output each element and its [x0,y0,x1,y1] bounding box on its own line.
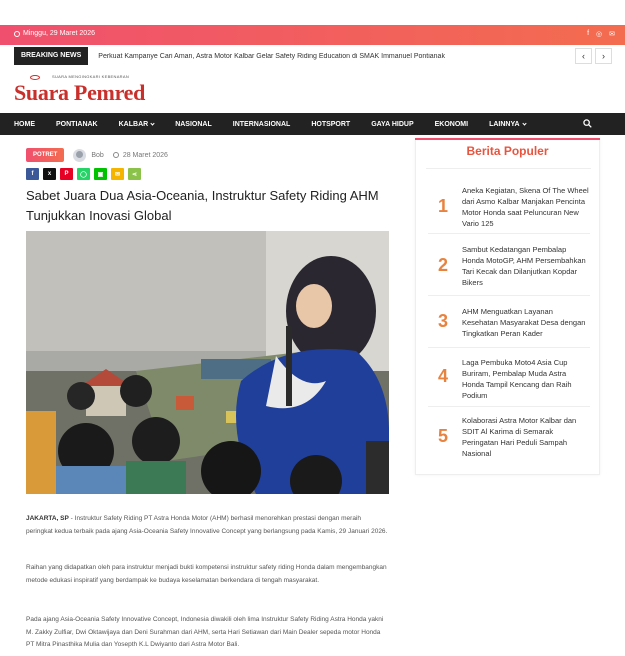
top-bar [0,25,625,45]
popular-item-title[interactable]: Sambut Kedatangan Pembalap Honda MotoGP, AHM Persembahkan Tari Kecak dan Dilanjutkan Kopdar Bikers [462,245,586,287]
article-photo [26,231,389,494]
category-badge[interactable]: POTRET [26,148,64,162]
author-name: Bob [91,151,104,159]
popular-item-3[interactable] [428,297,590,348]
popular-item-1[interactable] [428,176,590,234]
nav-label: HOME [14,120,35,128]
article-paragraph-2: Raihan yang didapatkan oleh para instruktur menjadi bukti kompetensi instruktur safety riding Honda dalam mengembangkan metode edukasi inspiratif yang berdampak ke budaya keselamatan berkendara di tengah masyarakat. [26,564,387,584]
nav-label: EKONOMI [434,120,469,128]
nav-label: NASIONAL [175,120,212,128]
share-pinterest-button[interactable] [60,168,73,180]
share-facebook-button[interactable] [26,168,39,180]
rank-number: 4 [438,366,449,386]
lead-text: - Instruktur Safety Riding PT Astra Honda Motor (AHM) berhasil menorehkan prestasi dengan meraih peringkat kedua terbaik pada ajang Asia-Oceania Safety Innovative Concept yang berlangsung pada Kamis, 29 Januari 2026. [26,515,388,535]
share-x-button[interactable] [43,168,56,180]
current-date [14,30,95,37]
popular-item-title[interactable]: Laga Pembuka Moto4 Asia Cup Buriram, Pembalap Muda Astra Honda Tampil Kencang dan Raih Podium [462,358,572,400]
facebook-icon[interactable]: f [587,30,590,37]
article-title: Sabet Juara Dua Asia-Oceania, Instruktur Safety Riding AHM Tunjukkan Inovasi Global [26,188,379,223]
email-icon[interactable]: ✉ [609,31,615,38]
chevron-down-icon [522,121,526,125]
nav-item-lainnya[interactable] [489,121,525,128]
nav-label: HOTSPORT [311,120,351,128]
main-navigation [0,113,625,135]
facebook-icon: f [31,171,34,177]
article-paragraph-3: Pada ajang Asia-Oceania Safety Innovative Concept, Indonesia diwakili oleh lima Instruktur Safety Riding Astra Honda yakni M. Zakky Zulfiar, Dwi Oktawijaya dan Deni Surahman dari AHM, serta Hari Setiawan dari Main Dealer sepeda motor Honda PT Mitra Pinasthika Mulia dan Yosepth K.L Dwiyanto dari Astra Motor Bali. [26,616,384,648]
popular-item-title[interactable]: Aneka Kegiatan, Skena Of The Wheel dari Asmo Kalbar Manjakan Pencinta Motor Honda saat Peluncuran New Vario 125 [462,186,589,228]
rank-number: 3 [438,311,449,331]
clock-icon [113,152,119,158]
share-more-button[interactable] [128,168,141,180]
breaking-news-nav [575,48,612,64]
author[interactable] [73,149,103,162]
widget-accent [415,138,600,140]
prev-headline-button[interactable]: ‹ [575,48,592,64]
nav-item-nasional[interactable] [175,121,212,128]
share-whatsapp-button[interactable] [77,168,90,180]
dateline: JAKARTA, SP [26,515,69,522]
nav-item-hotsport[interactable] [311,121,350,128]
current-date-text: Minggu, 29 Maret 2026 [23,30,95,37]
next-headline-button[interactable]: › [595,48,612,64]
popular-news-widget [415,138,600,475]
logo-name: Suara Pemred [14,80,146,105]
nav-item-gaya-hidup[interactable] [371,121,413,128]
share-buttons [26,168,141,180]
nav-label: KALBAR [118,120,149,128]
social-links [587,30,615,38]
whatsapp-icon: ◯ [80,171,87,178]
x-icon: x [47,171,52,177]
logo-tagline: SUARA MENGINGKARI KEBENARAN [52,74,130,79]
rank-number: 1 [438,196,449,216]
chevron-down-icon [151,121,155,125]
nav-item-pontianak[interactable] [56,121,98,128]
popular-item-title[interactable]: AHM Menguatkan Layanan Kesehatan Masyarakat Desa dengan Tingkatkan Peran Kader [462,307,586,338]
nav-item-internasional[interactable] [233,121,291,128]
widget-title: Berita Populer [466,144,549,158]
pinterest-icon: P [64,171,69,177]
nav-label: GAYA HIDUP [371,120,414,128]
nav-label: INTERNASIONAL [232,120,291,128]
popular-item-2[interactable] [428,235,590,296]
share-email-button[interactable] [111,168,124,180]
line-icon: ▣ [97,171,104,178]
clock-icon [14,31,20,37]
share-line-button[interactable] [94,168,107,180]
rank-number: 2 [438,255,449,275]
site-logo[interactable] [14,74,174,106]
article-date [113,152,168,159]
article-meta [26,147,168,163]
article-paragraph-1 [26,513,388,538]
rank-number: 5 [438,426,449,446]
popular-item-4[interactable] [428,349,590,407]
breaking-news-bar [14,47,612,65]
nav-label: PONTIANAK [56,120,98,128]
popular-item-title[interactable]: Kolaborasi Astra Motor Kalbar dan SDIT Al Karima di Semarak Peringatan Hari Peduli Sampah Nasional [462,416,577,458]
share-icon: ⋖ [131,171,138,178]
nav-item-ekonomi[interactable] [435,121,468,128]
email-icon: ✉ [114,171,121,178]
nav-label: LAINNYA [489,120,520,128]
nav-item-home[interactable] [14,121,35,128]
search-icon[interactable] [583,119,592,128]
article-date-text: 28 Maret 2026 [122,151,168,159]
popular-item-5[interactable] [428,408,590,466]
nav-item-kalbar[interactable] [119,121,155,128]
divider [426,168,591,169]
instagram-icon[interactable]: ◎ [596,31,603,38]
avatar [73,149,86,162]
breaking-news-headline[interactable]: Perkuat Kampanye Cari Aman, Astra Motor Kalbar Gelar Safety Riding Education di SMAK Immanuel Pontianak [98,52,445,60]
breaking-news-label: BREAKING NEWS [14,47,88,65]
